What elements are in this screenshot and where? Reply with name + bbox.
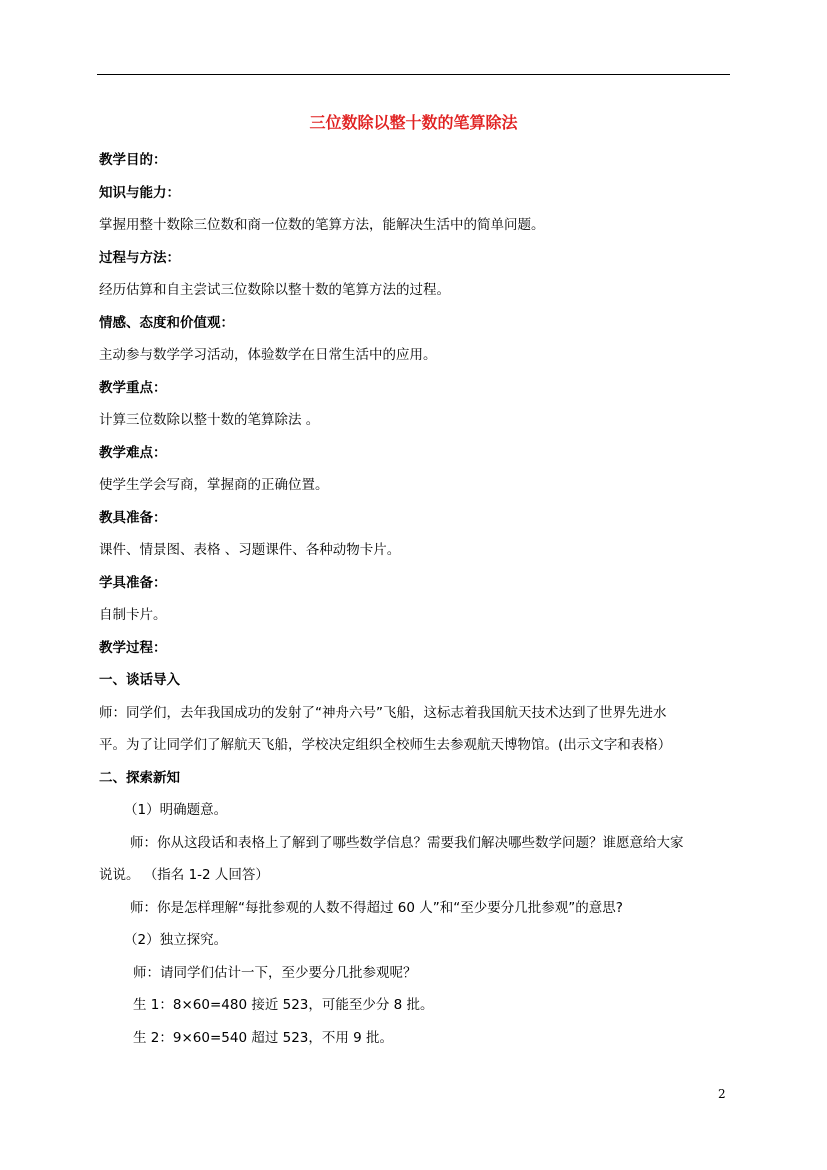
document-title: 三位数除以整十数的笔算除法 <box>309 113 518 132</box>
paragraph-teacher-question-1-cont: 说说。 （指名 1-2 人回答） <box>99 867 269 883</box>
heading-student-aids: 学具准备： <box>99 575 167 591</box>
paragraph-student-aids: 自制卡片。 <box>99 607 167 623</box>
heading-knowledge-ability: 知识与能力： <box>99 185 180 201</box>
paragraph-teacher-question-3: 师：请同学们估计一下，至少要分几批参观呢？ <box>133 965 417 981</box>
heading-teaching-aids: 教具准备： <box>99 510 167 526</box>
paragraph-difficulties: 使学生学会写商，掌握商的正确位置。 <box>99 477 329 493</box>
heading-teaching-process: 教学过程： <box>99 640 167 656</box>
paragraph-intro-line-2: 平。为了让同学们了解航天飞船，学校决定组织全校师生去参观航天博物馆。(出示文字和表格） <box>99 737 672 753</box>
paragraph-teacher-question-2: 师：你是怎样理解“每批参观的人数不得超过 60 人”和“至少要分几批参观”的意思? <box>130 900 623 916</box>
paragraph-key-points: 计算三位数除以整十数的笔算除法 。 <box>99 412 320 428</box>
paragraph-process-method: 经历估算和自主尝试三位数除以整十数的笔算方法的过程。 <box>99 282 450 298</box>
heading-section-one: 一、谈话导入 <box>99 672 180 688</box>
heading-section-two: 二、探索新知 <box>99 770 180 786</box>
header-rule <box>97 74 730 75</box>
paragraph-teaching-aids: 课件、情景图、表格 、习题课件、各种动物卡片。 <box>99 542 401 558</box>
heading-process-method: 过程与方法： <box>99 250 180 266</box>
paragraph-knowledge-ability: 掌握用整十数除三位数和商一位数的笔算方法，能解决生活中的简单问题。 <box>99 217 545 233</box>
paragraph-teacher-question-1: 师：你从这段话和表格上了解到了哪些数学信息？需要我们解决哪些数学问题？谁愿意给大家 <box>130 835 684 851</box>
paragraph-step-2: （2）独立探究。 <box>124 932 228 948</box>
paragraph-step-1: （1）明确题意。 <box>124 802 228 818</box>
paragraph-emotion-values: 主动参与数学学习活动，体验数学在日常生活中的应用。 <box>99 347 437 363</box>
heading-difficulties: 教学难点： <box>99 445 167 461</box>
heading-teaching-goals: 教学目的： <box>99 152 167 168</box>
paragraph-intro-line-1: 师：同学们，去年我国成功的发射了“神舟六号”飞船，这标志着我国航天技术达到了世界先进水 <box>99 705 667 721</box>
heading-key-points: 教学重点： <box>99 380 167 396</box>
paragraph-student-2: 生 2：9×60=540 超过 523，不用 9 批。 <box>133 1030 394 1046</box>
heading-emotion-values: 情感、态度和价值观： <box>99 315 234 331</box>
paragraph-student-1: 生 1：8×60=480 接近 523，可能至少分 8 批。 <box>133 997 434 1013</box>
page-number: 2 <box>718 1087 726 1101</box>
